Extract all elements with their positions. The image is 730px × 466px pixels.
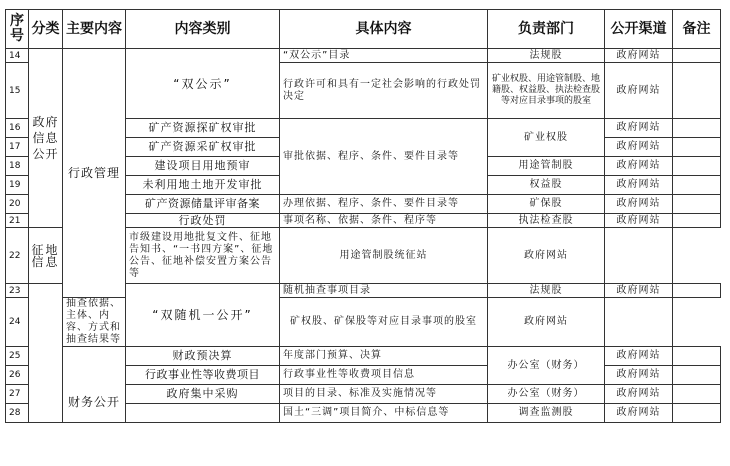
type-cell: 政府集中采购 — [126, 385, 280, 404]
row-number: 22 — [6, 228, 29, 284]
channel-cell: 政府网站 — [605, 385, 673, 404]
row-number: 14 — [6, 49, 29, 63]
detail-cell: 审批依据、程序、条件、要件目录等 — [280, 119, 488, 195]
dept-cell: 矿业权股、用途管制股、地籍股、权益股、执法检查股等对应目录事项的股室 — [488, 63, 605, 119]
table-row — [6, 49, 721, 63]
row-number: 26 — [6, 366, 29, 385]
detail-cell: 随机抽查事项目录 — [280, 284, 488, 298]
public-info-table — [5, 9, 721, 423]
remark-cell — [673, 49, 721, 63]
channel-cell: 政府网站 — [605, 404, 673, 423]
table-row — [6, 347, 721, 366]
type-cell: 矿产资源探矿权审批 — [126, 119, 280, 138]
dept-cell: 办公室（财务） — [488, 347, 605, 385]
dept-cell: 办公室（财务） — [488, 385, 605, 404]
channel-cell: 政府网站 — [488, 228, 605, 284]
type-cell: 财政预决算 — [126, 347, 280, 366]
type-cell: 矿产资源储量评审备案 — [126, 195, 280, 214]
detail-cell: 行政事业性等收费项目信息 — [280, 366, 488, 385]
row-number: 28 — [6, 404, 29, 423]
channel-cell: 政府网站 — [605, 63, 673, 119]
dept-cell: 调查监测股 — [488, 404, 605, 423]
row-number: 19 — [6, 176, 29, 195]
type-cell: “双随机一公开” — [126, 284, 280, 347]
channel-cell: 政府网站 — [488, 298, 605, 347]
type-cell: 行政事业性等收费项目 — [126, 366, 280, 385]
header-row — [6, 10, 721, 49]
detail-cell: “双公示”目录 — [280, 49, 488, 63]
channel-cell: 政府网站 — [605, 347, 673, 366]
detail-cell: 国土“三调”项目简介、中标信息等 — [280, 404, 488, 423]
remark-cell — [673, 63, 721, 119]
channel-cell: 政府网站 — [605, 138, 673, 157]
remark-cell — [673, 157, 721, 176]
header-seq: 序号 — [6, 10, 29, 49]
header-remark: 备注 — [673, 10, 721, 49]
remark-cell — [673, 347, 721, 366]
row-number: 15 — [6, 63, 29, 119]
remark-cell — [605, 298, 673, 347]
detail-cell: 行政许可和具有一定社会影响的行政处罚决定 — [280, 63, 488, 119]
channel-cell: 政府网站 — [605, 366, 673, 385]
remark-cell — [673, 385, 721, 404]
detail-cell: 办理依据、程序、条件、要件目录等 — [280, 195, 488, 214]
header-dept: 负责部门 — [488, 10, 605, 49]
type-cell: 行政处罚 — [126, 214, 280, 228]
type-cell: 征地信息 — [29, 228, 63, 284]
remark-cell — [673, 119, 721, 138]
channel-cell: 政府网站 — [605, 157, 673, 176]
detail-cell: 抽查依据、主体、内容、方式和抽查结果等 — [63, 298, 126, 347]
detail-cell: 事项名称、依据、条件、程序等 — [280, 214, 488, 228]
row-number: 16 — [6, 119, 29, 138]
row-number: 25 — [6, 347, 29, 366]
header-detail: 具体内容 — [280, 10, 488, 49]
row-number: 18 — [6, 157, 29, 176]
remark-cell — [673, 214, 721, 228]
detail-cell: 市级建设用地批复文件、征地告知书、“一书四方案”、征地公告、征地补偿安置方案公告等 — [126, 228, 280, 284]
remark-cell — [673, 404, 721, 423]
dept-cell: 矿业权股 — [488, 119, 605, 157]
table-row — [6, 298, 721, 347]
remark-cell — [673, 195, 721, 214]
dept-cell: 用途管制股 — [488, 157, 605, 176]
row-number: 20 — [6, 195, 29, 214]
channel-cell: 政府网站 — [605, 195, 673, 214]
type-cell: 未利用地土地开发审批 — [126, 176, 280, 195]
main-content-cell: 财务公开 — [63, 347, 126, 423]
dept-cell: 法规股 — [488, 284, 605, 298]
remark-cell — [673, 176, 721, 195]
remark-cell — [673, 284, 721, 298]
remark-cell — [673, 138, 721, 157]
category-cell: 政府信息公开 — [29, 49, 63, 228]
dept-cell: 矿保股 — [488, 195, 605, 214]
type-cell: 矿产资源采矿权审批 — [126, 138, 280, 157]
row-number: 27 — [6, 385, 29, 404]
type-cell: 建设项目用地预审 — [126, 157, 280, 176]
dept-cell: 权益股 — [488, 176, 605, 195]
dept-cell: 法规股 — [488, 49, 605, 63]
channel-cell: 政府网站 — [605, 214, 673, 228]
channel-cell: 政府网站 — [605, 49, 673, 63]
remark-cell — [605, 228, 673, 284]
main-content-cell: 行政管理 — [63, 49, 126, 298]
remark-cell — [673, 366, 721, 385]
header-category: 分类 — [29, 10, 63, 49]
dept-cell: 用途管制股统征站 — [280, 228, 488, 284]
channel-cell: 政府网站 — [605, 284, 673, 298]
detail-cell: 项目的目录、标准及实施情况等 — [280, 385, 488, 404]
row-number: 17 — [6, 138, 29, 157]
header-main: 主要内容 — [63, 10, 126, 49]
detail-cell: 年度部门预算、决算 — [280, 347, 488, 366]
dept-cell: 矿权股、矿保股等对应目录事项的股室 — [280, 298, 488, 347]
channel-cell: 政府网站 — [605, 119, 673, 138]
channel-cell: 政府网站 — [605, 176, 673, 195]
type-cell: “双公示” — [126, 49, 280, 119]
row-number: 24 — [6, 298, 29, 347]
category-cell-empty — [29, 284, 63, 423]
row-number: 23 — [6, 284, 29, 298]
header-channel: 公开渠道 — [605, 10, 673, 49]
header-type: 内容类别 — [126, 10, 280, 49]
type-cell-empty — [126, 404, 280, 423]
row-number: 21 — [6, 214, 29, 228]
dept-cell: 执法检查股 — [488, 214, 605, 228]
